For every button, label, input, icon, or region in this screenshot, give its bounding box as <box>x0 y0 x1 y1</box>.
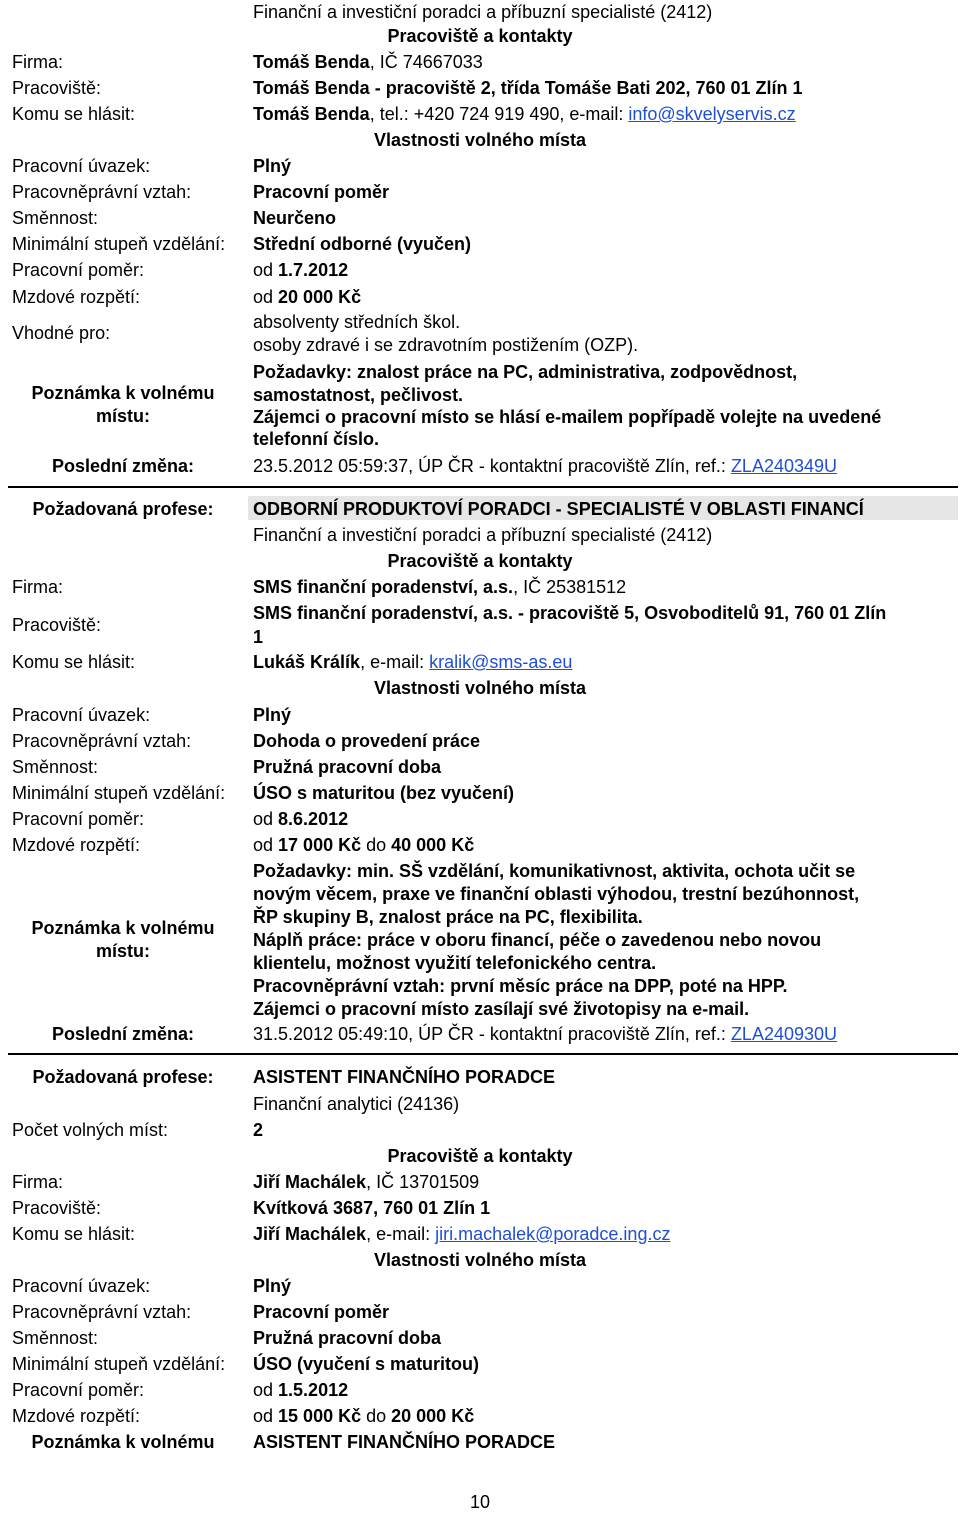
job1-uvazek-value: Plný <box>253 156 292 176</box>
job2-vzdelani-value: ÚSO s maturitou (bez vyučení) <box>253 783 515 803</box>
page-number: 10 <box>469 1492 491 1512</box>
job3-pomer-label: Pracovní poměr: <box>12 1380 145 1400</box>
job1-props-heading: Vlastnosti volného místa <box>373 130 587 150</box>
job3-contacts-heading: Pracoviště a kontakty <box>387 1146 573 1166</box>
job2-vztah-label: Pracovněprávní vztah: <box>12 731 192 751</box>
separator-2 <box>8 1053 958 1055</box>
job3-komu-value: Jiří Machálek, e-mail: jiri.machalek@poradce.ing.cz <box>253 1224 671 1244</box>
job3-profese-value: ASISTENT FINANČNÍHO PORADCE <box>253 1067 556 1087</box>
separator-1 <box>8 486 958 488</box>
job2-zmena-value: 31.5.2012 05:49:10, ÚP ČR - kontaktní pracoviště Zlín, ref.: ZLA240930U <box>253 1024 838 1044</box>
job1-komu-label: Komu se hlásit: <box>12 104 136 124</box>
job3-mzda-label: Mzdové rozpětí: <box>12 1406 141 1426</box>
job1-zmena-value: 23.5.2012 05:59:37, ÚP ČR - kontaktní pracoviště Zlín, ref.: ZLA240349U <box>253 456 838 476</box>
job3-pracoviste-label: Pracoviště: <box>12 1198 102 1218</box>
job2-category: Finanční a investiční poradci a příbuzní specialisté (2412) <box>253 525 713 545</box>
job1-zmena-label: Poslední změna: <box>51 456 195 476</box>
job3-pomer-value: od 1.5.2012 <box>253 1380 349 1400</box>
job1-ref-link[interactable]: ZLA240349U <box>730 456 838 476</box>
job2-komu-value: Lukáš Králík, e-mail: kralik@sms-as.eu <box>253 652 573 672</box>
job2-email-link[interactable]: kralik@sms-as.eu <box>429 652 573 672</box>
job3-vzdelani-label: Minimální stupeň vzdělání: <box>12 1354 226 1374</box>
job1-pomer-label: Pracovní poměr: <box>12 260 145 280</box>
job1-mzda-value: od 20 000 Kč <box>253 287 362 307</box>
job2-firma-label: Firma: <box>12 577 63 597</box>
job3-category: Finanční analytici (24136) <box>253 1094 460 1114</box>
job2-mzda-label: Mzdové rozpětí: <box>12 835 141 855</box>
job1-poznamka-4: telefonní číslo. <box>253 429 380 449</box>
job3-smennost-label: Směnnost: <box>12 1328 99 1348</box>
job2-uvazek-value: Plný <box>253 705 292 725</box>
job1-contacts-heading: Pracoviště a kontakty <box>387 26 573 46</box>
job2-ref-link[interactable]: ZLA240930U <box>730 1024 838 1044</box>
job3-komu-label: Komu se hlásit: <box>12 1224 136 1244</box>
job1-firma-label: Firma: <box>12 52 63 72</box>
job3-poznamka-label-1: Poznámka k volnému <box>31 1432 215 1452</box>
job1-vzdelani-value: Střední odborné (vyučen) <box>253 234 472 254</box>
job1-vhodne-1: absolventy středních škol. <box>253 312 461 332</box>
job1-email-link[interactable]: info@skvelyservis.cz <box>628 104 796 124</box>
job1-poznamka-1: Požadavky: znalost práce na PC, administrativa, zodpovědnost, <box>253 362 798 382</box>
job1-pracoviste-label: Pracoviště: <box>12 78 102 98</box>
job2-poznamka-7: Zájemci o pracovní místo zasílají své životopisy na e-mail. <box>253 999 750 1019</box>
job3-firma-value: Jiří Machálek, IČ 13701509 <box>253 1172 480 1192</box>
job2-smennost-value: Pružná pracovní doba <box>253 757 442 777</box>
job1-pomer-value: od 1.7.2012 <box>253 260 349 280</box>
job3-vzdelani-value: ÚSO (vyučení s maturitou) <box>253 1354 480 1374</box>
job1-poznamka-label-1: Poznámka k volnému <box>31 383 215 403</box>
job3-uvazek-value: Plný <box>253 1276 292 1296</box>
job3-pocet-value: 2 <box>253 1120 264 1140</box>
job2-smennost-label: Směnnost: <box>12 757 99 777</box>
job2-poznamka-label-1: Poznámka k volnému <box>31 918 215 938</box>
job2-pracoviste-1: SMS finanční poradenství, a.s. - pracoviště 5, Osvoboditelů 91, 760 01 Zlín <box>253 603 887 623</box>
job2-pomer-value: od 8.6.2012 <box>253 809 349 829</box>
job1-uvazek-label: Pracovní úvazek: <box>12 156 151 176</box>
job3-smennost-value: Pružná pracovní doba <box>253 1328 442 1348</box>
job2-uvazek-label: Pracovní úvazek: <box>12 705 151 725</box>
job1-poznamka-label-2: místu: <box>96 406 150 426</box>
job3-profese-label: Požadovaná profese: <box>32 1067 214 1087</box>
job3-pracoviste-value: Kvítková 3687, 760 01 Zlín 1 <box>253 1198 491 1218</box>
job1-vztah-label: Pracovněprávní vztah: <box>12 182 192 202</box>
job1-smennost-value: Neurčeno <box>253 208 337 228</box>
job2-poznamka-label-2: místu: <box>96 941 150 961</box>
job1-vhodne-label: Vhodné pro: <box>12 323 111 343</box>
job2-props-heading: Vlastnosti volného místa <box>373 678 587 698</box>
job2-profese-value: ODBORNÍ PRODUKTOVÍ PORADCI - SPECIALISTÉ V OBLASTI FINANCÍ <box>253 499 864 519</box>
job2-pomer-label: Pracovní poměr: <box>12 809 145 829</box>
job1-vzdelani-label: Minimální stupeň vzdělání: <box>12 234 226 254</box>
job2-poznamka-4: Náplň práce: práce v oboru financí, péče o zavedenou nebo novou <box>253 930 822 950</box>
job1-mzda-label: Mzdové rozpětí: <box>12 287 141 307</box>
job3-pocet-label: Počet volných míst: <box>12 1120 169 1140</box>
job1-vztah-value: Pracovní poměr <box>253 182 390 202</box>
job2-poznamka-6: Pracovněprávní vztah: první měsíc práce na DPP, poté na HPP. <box>253 976 788 996</box>
job1-firma-value: Tomáš Benda, IČ 74667033 <box>253 52 483 72</box>
job1-poznamka-3: Zájemci o pracovní místo se hlásí e-mailem popřípadě volejte na uvedené <box>253 407 882 427</box>
job2-komu-label: Komu se hlásit: <box>12 652 136 672</box>
job2-vztah-value: Dohoda o provedení práce <box>253 731 481 751</box>
job2-zmena-label: Poslední změna: <box>51 1024 195 1044</box>
job3-email-link[interactable]: jiri.machalek@poradce.ing.cz <box>435 1224 671 1244</box>
job1-category: Finanční a investiční poradci a příbuzní specialisté (2412) <box>253 2 713 22</box>
job3-firma-label: Firma: <box>12 1172 63 1192</box>
job1-komu-value: Tomáš Benda, tel.: +420 724 919 490, e-mail: info@skvelyservis.cz <box>253 104 796 124</box>
job3-vztah-value: Pracovní poměr <box>253 1302 390 1322</box>
job1-smennost-label: Směnnost: <box>12 208 99 228</box>
job2-vzdelani-label: Minimální stupeň vzdělání: <box>12 783 226 803</box>
job1-poznamka-2: samostatnost, pečlivost. <box>253 385 464 405</box>
job3-vztah-label: Pracovněprávní vztah: <box>12 1302 192 1322</box>
job2-firma-value: SMS finanční poradenství, a.s., IČ 25381512 <box>253 577 627 597</box>
job3-props-heading: Vlastnosti volného místa <box>373 1250 587 1270</box>
job2-mzda-value: od 17 000 Kč do 40 000 Kč <box>253 835 475 855</box>
job2-contacts-heading: Pracoviště a kontakty <box>387 551 573 571</box>
job1-vhodne-2: osoby zdravé i se zdravotním postižením (OZP). <box>253 335 639 355</box>
job2-poznamka-2: novým věcem, praxe ve finanční oblasti výhodou, trestní bezúhonnost, <box>253 884 860 904</box>
job3-mzda-value: od 15 000 Kč do 20 000 Kč <box>253 1406 475 1426</box>
job2-poznamka-5: klientelu, možnost využití telefonického centra. <box>253 953 657 973</box>
job2-pracoviste-2: 1 <box>253 627 264 647</box>
job2-poznamka-1: Požadavky: min. SŠ vzdělání, komunikativnost, aktivita, ochota učit se <box>253 861 856 881</box>
job1-pracoviste-value: Tomáš Benda - pracoviště 2, třída Tomáše Bati 202, 760 01 Zlín 1 <box>253 78 803 98</box>
job2-pracoviste-label: Pracoviště: <box>12 615 102 635</box>
job2-profese-label: Požadovaná profese: <box>32 499 214 519</box>
job3-poznamka-value: ASISTENT FINANČNÍHO PORADCE <box>253 1432 556 1452</box>
job3-uvazek-label: Pracovní úvazek: <box>12 1276 151 1296</box>
job2-poznamka-3: ŘP skupiny B, znalost práce na PC, flexibilita. <box>253 907 643 927</box>
